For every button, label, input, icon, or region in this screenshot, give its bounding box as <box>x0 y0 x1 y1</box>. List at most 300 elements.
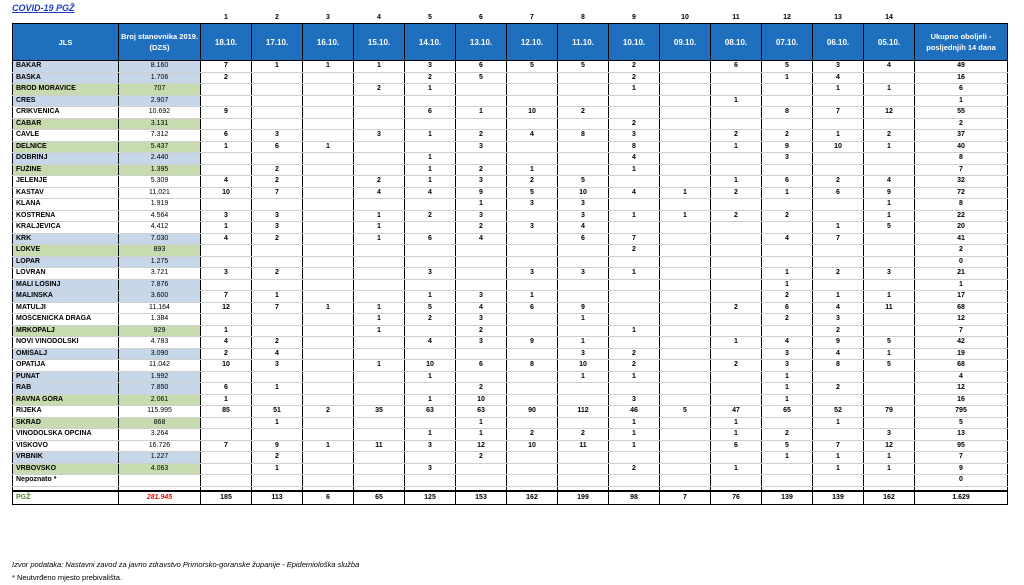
case-count <box>711 325 762 337</box>
case-count: 1 <box>507 291 558 303</box>
case-count <box>354 199 405 211</box>
case-count: 1 <box>711 429 762 441</box>
case-count <box>201 417 252 429</box>
case-count <box>303 394 354 406</box>
header-date: 17.10. <box>252 24 303 61</box>
case-count <box>813 199 864 211</box>
table-row <box>13 176 1008 188</box>
case-count: 12 <box>201 302 252 314</box>
case-count <box>354 291 405 303</box>
case-count <box>711 199 762 211</box>
sum-day: 125 <box>405 491 456 505</box>
case-count: 2 <box>456 452 507 464</box>
municipality-name: CRIKVENICA <box>13 107 119 119</box>
case-count <box>660 348 711 360</box>
case-count: 9 <box>507 337 558 349</box>
case-count <box>201 84 252 96</box>
case-count: 79 <box>864 406 915 418</box>
case-count <box>762 199 813 211</box>
case-count <box>660 176 711 188</box>
case-count <box>303 107 354 119</box>
case-count: 3 <box>609 394 660 406</box>
case-count <box>864 118 915 130</box>
case-count: 4 <box>813 72 864 84</box>
case-count: 10 <box>201 360 252 372</box>
case-count <box>711 348 762 360</box>
sum-day: 153 <box>456 491 507 505</box>
case-count <box>711 291 762 303</box>
case-count: 1 <box>201 222 252 234</box>
case-count <box>864 153 915 165</box>
case-count <box>201 164 252 176</box>
case-count: 5 <box>864 360 915 372</box>
case-count <box>813 371 864 383</box>
case-count <box>303 417 354 429</box>
case-count <box>660 314 711 326</box>
day-number: 13 <box>834 14 842 21</box>
case-count: 2 <box>609 61 660 73</box>
case-count: 3 <box>813 314 864 326</box>
case-count <box>711 72 762 84</box>
case-count: 3 <box>456 291 507 303</box>
case-count <box>507 245 558 257</box>
total-cases: 40 <box>915 141 1008 153</box>
case-count: 3 <box>864 429 915 441</box>
day-number: 3 <box>326 14 330 21</box>
case-count <box>660 394 711 406</box>
case-count <box>660 222 711 234</box>
case-count <box>456 84 507 96</box>
case-count: 35 <box>354 406 405 418</box>
population-value: 1.919 <box>119 199 201 211</box>
case-count: 1 <box>609 268 660 280</box>
population-value: 7.850 <box>119 383 201 395</box>
case-count: 2 <box>711 302 762 314</box>
case-count <box>507 371 558 383</box>
case-count: 1 <box>354 210 405 222</box>
municipality-name: ČAVLE <box>13 130 119 142</box>
municipality-name: MATULJI <box>13 302 119 314</box>
case-count: 4 <box>354 187 405 199</box>
case-count <box>405 199 456 211</box>
total-cases: 1 <box>915 95 1008 107</box>
case-count: 5 <box>507 187 558 199</box>
case-count <box>864 279 915 291</box>
municipality-name: DELNICE <box>13 141 119 153</box>
case-count: 2 <box>813 383 864 395</box>
case-count <box>864 383 915 395</box>
sum-day: 98 <box>609 491 660 505</box>
case-count <box>354 429 405 441</box>
case-count <box>813 118 864 130</box>
case-count <box>354 279 405 291</box>
case-count: 9 <box>252 440 303 452</box>
case-count <box>201 199 252 211</box>
case-count: 10 <box>507 107 558 119</box>
case-count: 2 <box>405 314 456 326</box>
case-count <box>762 245 813 257</box>
case-count <box>201 256 252 268</box>
case-count <box>303 153 354 165</box>
case-count: 4 <box>558 222 609 234</box>
header-jls: JLS <box>13 24 119 61</box>
case-count <box>507 325 558 337</box>
case-count <box>303 337 354 349</box>
case-count <box>762 118 813 130</box>
case-count: 1 <box>864 84 915 96</box>
case-count <box>609 199 660 211</box>
case-count: 8 <box>762 107 813 119</box>
municipality-name: FUŽINE <box>13 164 119 176</box>
case-count: 2 <box>456 325 507 337</box>
total-cases: 6 <box>915 84 1008 96</box>
case-count: 4 <box>813 302 864 314</box>
case-count: 3 <box>456 141 507 153</box>
case-count: 6 <box>201 383 252 395</box>
population-value <box>119 475 201 487</box>
case-count: 1 <box>864 463 915 475</box>
case-count <box>252 245 303 257</box>
header-date: 06.10. <box>813 24 864 61</box>
case-count <box>252 394 303 406</box>
case-count <box>507 383 558 395</box>
table-row <box>13 141 1008 153</box>
header-date: 07.10. <box>762 24 813 61</box>
case-count: 4 <box>609 153 660 165</box>
municipality-name: CRES <box>13 95 119 107</box>
population-value: 115.995 <box>119 406 201 418</box>
case-count: 1 <box>354 325 405 337</box>
case-count: 6 <box>711 440 762 452</box>
case-count: 11 <box>864 302 915 314</box>
case-count <box>660 84 711 96</box>
header-date: 09.10. <box>660 24 711 61</box>
case-count <box>354 348 405 360</box>
case-count: 2 <box>405 210 456 222</box>
case-count: 5 <box>660 406 711 418</box>
case-count <box>660 429 711 441</box>
case-count <box>711 256 762 268</box>
case-count <box>303 348 354 360</box>
case-count <box>201 153 252 165</box>
municipality-name: DOBRINJ <box>13 153 119 165</box>
case-count: 4 <box>507 130 558 142</box>
case-count <box>507 118 558 130</box>
case-count <box>354 475 405 487</box>
case-count: 2 <box>252 176 303 188</box>
case-count <box>252 256 303 268</box>
case-count <box>864 164 915 176</box>
case-count <box>303 245 354 257</box>
case-count <box>354 268 405 280</box>
population-value: 16.726 <box>119 440 201 452</box>
case-count <box>354 72 405 84</box>
total-cases: 68 <box>915 302 1008 314</box>
case-count <box>201 95 252 107</box>
case-count <box>660 130 711 142</box>
population-value: 1.384 <box>119 314 201 326</box>
case-count: 4 <box>201 233 252 245</box>
case-count <box>456 245 507 257</box>
population-value: 10.692 <box>119 107 201 119</box>
population-value: 7.030 <box>119 233 201 245</box>
case-count: 12 <box>864 440 915 452</box>
case-count <box>813 164 864 176</box>
case-count <box>558 95 609 107</box>
case-count <box>558 463 609 475</box>
table-row <box>13 199 1008 211</box>
case-count: 3 <box>354 130 405 142</box>
case-count <box>711 233 762 245</box>
total-cases: 37 <box>915 130 1008 142</box>
total-cases: 2 <box>915 245 1008 257</box>
case-count: 1 <box>456 107 507 119</box>
population-value: 5.309 <box>119 176 201 188</box>
case-count: 10 <box>456 394 507 406</box>
case-count: 1 <box>405 130 456 142</box>
case-count <box>507 463 558 475</box>
case-count <box>201 452 252 464</box>
case-count <box>252 371 303 383</box>
case-count: 1 <box>609 164 660 176</box>
case-count <box>558 383 609 395</box>
case-count <box>252 429 303 441</box>
sum-day: 162 <box>507 491 558 505</box>
case-count: 12 <box>864 107 915 119</box>
table-row <box>13 291 1008 303</box>
case-count: 3 <box>201 268 252 280</box>
case-count <box>609 337 660 349</box>
case-count: 10 <box>558 187 609 199</box>
case-count <box>864 475 915 487</box>
case-count: 5 <box>864 222 915 234</box>
case-count: 2 <box>762 291 813 303</box>
case-count: 2 <box>354 176 405 188</box>
total-cases: 7 <box>915 452 1008 464</box>
case-count: 7 <box>252 302 303 314</box>
case-count <box>660 118 711 130</box>
table-row <box>13 130 1008 142</box>
municipality-name: NOVI VINODOLSKI <box>13 337 119 349</box>
table-row <box>13 72 1008 84</box>
case-count <box>609 302 660 314</box>
case-count <box>711 107 762 119</box>
case-count <box>660 199 711 211</box>
case-count: 7 <box>813 440 864 452</box>
total-cases: 7 <box>915 164 1008 176</box>
case-count <box>813 394 864 406</box>
total-cases: 22 <box>915 210 1008 222</box>
case-count <box>354 164 405 176</box>
case-count <box>456 268 507 280</box>
sum-day: 7 <box>660 491 711 505</box>
case-count <box>762 325 813 337</box>
municipality-name: MRKOPALJ <box>13 325 119 337</box>
case-count <box>507 475 558 487</box>
case-count: 11 <box>558 440 609 452</box>
case-count: 12 <box>456 440 507 452</box>
case-count <box>558 245 609 257</box>
case-count: 1 <box>354 360 405 372</box>
municipality-name: Nepoznato * <box>13 475 119 487</box>
case-count: 1 <box>864 199 915 211</box>
case-count: 2 <box>201 348 252 360</box>
case-count <box>558 84 609 96</box>
case-count <box>711 245 762 257</box>
case-count: 5 <box>762 440 813 452</box>
case-count: 7 <box>252 187 303 199</box>
table-row <box>13 256 1008 268</box>
case-count: 112 <box>558 406 609 418</box>
case-count <box>303 233 354 245</box>
case-count <box>303 187 354 199</box>
case-count: 2 <box>813 325 864 337</box>
case-count <box>558 118 609 130</box>
table-row <box>13 383 1008 395</box>
municipality-name: KLANA <box>13 199 119 211</box>
total-cases: 21 <box>915 268 1008 280</box>
case-count: 1 <box>252 417 303 429</box>
day-number-row <box>13 13 1008 24</box>
sum-day: 185 <box>201 491 252 505</box>
case-count: 2 <box>711 187 762 199</box>
case-count: 4 <box>252 348 303 360</box>
case-count: 1 <box>762 383 813 395</box>
case-count <box>303 314 354 326</box>
table-row <box>13 153 1008 165</box>
total-cases: 1 <box>915 279 1008 291</box>
sum-label: PGŽ <box>13 491 119 505</box>
total-cases: 7 <box>915 325 1008 337</box>
case-count <box>405 417 456 429</box>
municipality-name: SKRAD <box>13 417 119 429</box>
case-count <box>303 210 354 222</box>
case-count <box>813 475 864 487</box>
population-value: 4.564 <box>119 210 201 222</box>
case-count <box>507 153 558 165</box>
population-value: 1.227 <box>119 452 201 464</box>
table-row <box>13 245 1008 257</box>
case-count <box>660 233 711 245</box>
case-count: 3 <box>405 268 456 280</box>
case-count <box>252 199 303 211</box>
case-count: 2 <box>762 130 813 142</box>
case-count <box>252 107 303 119</box>
case-count <box>252 325 303 337</box>
case-count: 6 <box>405 107 456 119</box>
case-count: 1 <box>201 141 252 153</box>
case-count <box>456 348 507 360</box>
case-count <box>201 279 252 291</box>
case-count <box>864 325 915 337</box>
case-count <box>405 475 456 487</box>
case-count <box>660 256 711 268</box>
municipality-name: LOKVE <box>13 245 119 257</box>
table-row <box>13 222 1008 234</box>
case-count: 3 <box>558 199 609 211</box>
case-count <box>711 118 762 130</box>
case-count: 1 <box>354 222 405 234</box>
case-count: 5 <box>762 61 813 73</box>
case-count <box>762 475 813 487</box>
case-count <box>711 452 762 464</box>
case-count: 2 <box>354 84 405 96</box>
case-count <box>864 394 915 406</box>
case-count <box>558 291 609 303</box>
case-count: 4 <box>864 176 915 188</box>
sum-population: 281.945 <box>119 491 201 505</box>
case-count <box>201 245 252 257</box>
case-count: 1 <box>813 130 864 142</box>
header-total: Ukupno oboljeli - posljednjih 14 dana <box>915 24 1008 61</box>
day-number: 10 <box>681 14 689 21</box>
case-count: 1 <box>711 463 762 475</box>
case-count <box>456 95 507 107</box>
case-count: 2 <box>201 72 252 84</box>
case-count <box>405 383 456 395</box>
case-count <box>201 475 252 487</box>
population-value: 2.061 <box>119 394 201 406</box>
case-count: 10 <box>201 187 252 199</box>
case-count: 1 <box>864 291 915 303</box>
case-count <box>354 371 405 383</box>
sum-day: 162 <box>864 491 915 505</box>
case-count: 1 <box>609 325 660 337</box>
total-cases: 9 <box>915 463 1008 475</box>
table-row <box>13 95 1008 107</box>
case-count: 6 <box>456 360 507 372</box>
case-count <box>558 417 609 429</box>
case-count: 2 <box>456 383 507 395</box>
case-count <box>456 118 507 130</box>
case-count: 1 <box>354 233 405 245</box>
case-count: 7 <box>201 291 252 303</box>
case-count <box>303 222 354 234</box>
case-count <box>609 475 660 487</box>
case-count <box>609 256 660 268</box>
case-count: 1 <box>456 199 507 211</box>
case-count: 3 <box>507 268 558 280</box>
header-date: 12.10. <box>507 24 558 61</box>
case-count: 4 <box>609 187 660 199</box>
case-count: 3 <box>762 360 813 372</box>
case-count: 4 <box>813 348 864 360</box>
total-cases: 32 <box>915 176 1008 188</box>
case-count: 2 <box>762 314 813 326</box>
day-number: 4 <box>377 14 381 21</box>
total-cases: 41 <box>915 233 1008 245</box>
case-count <box>201 371 252 383</box>
case-count <box>354 107 405 119</box>
municipality-name: JELENJE <box>13 176 119 188</box>
population-value: 2.440 <box>119 153 201 165</box>
case-count <box>711 153 762 165</box>
header-date: 14.10. <box>405 24 456 61</box>
case-count <box>405 256 456 268</box>
case-count: 1 <box>609 429 660 441</box>
case-count: 1 <box>405 429 456 441</box>
case-count: 6 <box>558 233 609 245</box>
total-cases: 795 <box>915 406 1008 418</box>
population-value: 1.992 <box>119 371 201 383</box>
case-count <box>711 394 762 406</box>
spacer-cell <box>119 13 201 24</box>
case-count: 1 <box>711 337 762 349</box>
case-count: 2 <box>609 463 660 475</box>
case-count: 11 <box>354 440 405 452</box>
case-count <box>354 141 405 153</box>
header-population: Broj stanovnika 2019. (DZS) <box>119 24 201 61</box>
